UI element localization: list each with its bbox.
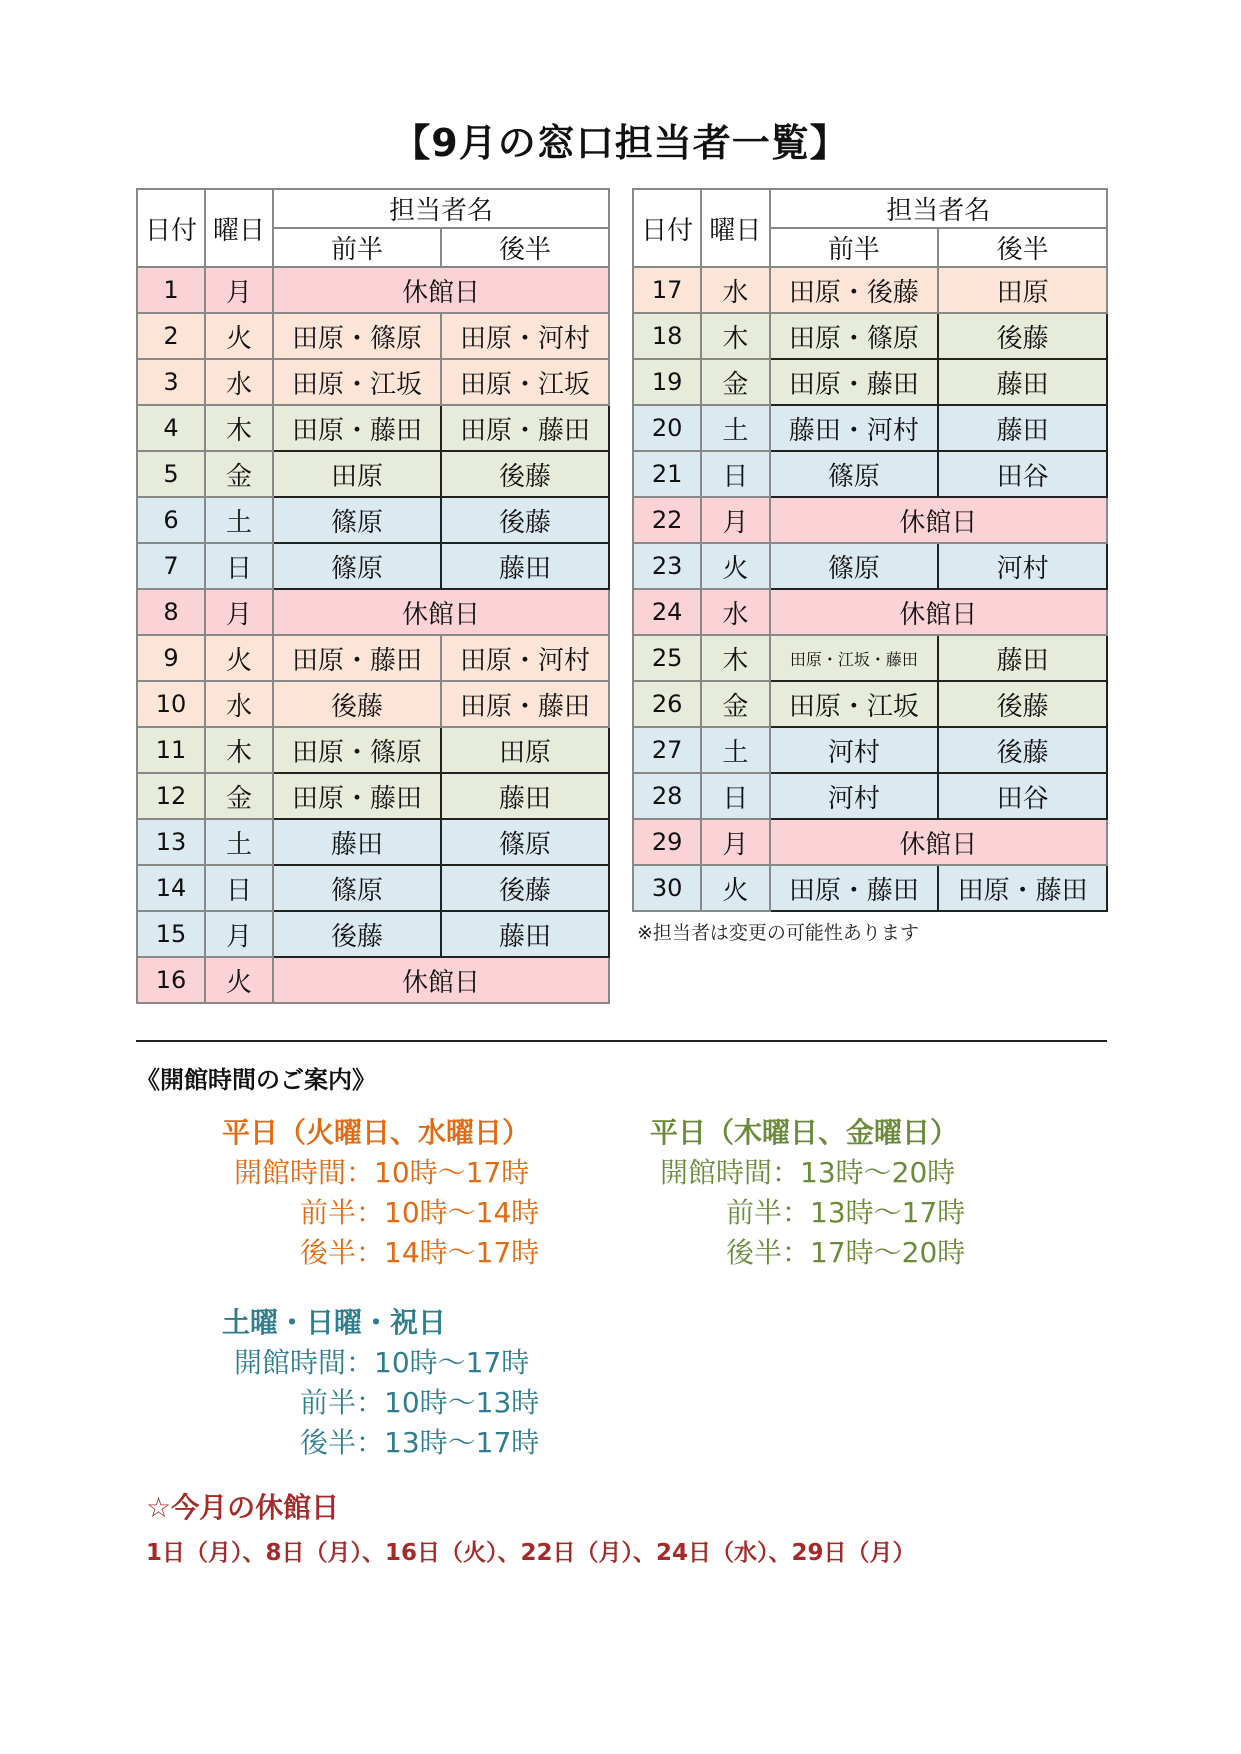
second-half-cell: 藤田	[938, 635, 1107, 681]
weekday-cell: 金	[701, 681, 769, 727]
weekday-cell: 水	[205, 681, 273, 727]
header-staff: 担当者名	[273, 189, 609, 228]
table-row	[137, 773, 609, 819]
weekday-cell: 金	[205, 451, 273, 497]
date-cell: 1	[137, 267, 205, 313]
table-row	[137, 451, 609, 497]
section-divider	[136, 1040, 1107, 1042]
weekday-cell: 火	[205, 635, 273, 681]
table-row	[633, 543, 1107, 589]
opening-hours-title: 《開館時間のご案内》	[136, 1066, 376, 1094]
table-row	[137, 267, 609, 313]
weekday-cell: 金	[205, 773, 273, 819]
date-cell: 4	[137, 405, 205, 451]
weekday-cell: 水	[205, 359, 273, 405]
closed-cell: 休館日	[770, 589, 1107, 635]
header-staff: 担当者名	[770, 189, 1107, 228]
first-half-cell: 田原・篠原	[273, 313, 441, 359]
date-cell: 24	[633, 589, 701, 635]
first-half-cell: 篠原	[770, 451, 939, 497]
closed-cell: 休館日	[770, 819, 1107, 865]
date-cell: 13	[137, 819, 205, 865]
hours-weekend-title: 土曜・日曜・祝日	[222, 1306, 447, 1339]
first-half-cell: 河村	[770, 773, 939, 819]
second-half-cell: 藤田	[938, 359, 1107, 405]
second-half-cell: 後藤	[441, 865, 609, 911]
date-cell: 29	[633, 819, 701, 865]
closed-cell: 休館日	[273, 589, 609, 635]
first-half-cell: 篠原	[273, 865, 441, 911]
first-half-cell: 田原・篠原	[770, 313, 939, 359]
weekday-cell: 月	[701, 819, 769, 865]
hours-tue-wed-open: 開館時間：10時～17時	[234, 1156, 530, 1189]
hours-weekend	[222, 1303, 539, 1463]
weekday-cell: 水	[701, 589, 769, 635]
first-half-cell: 田原・後藤	[770, 267, 939, 313]
hours-weekend-open: 開館時間：10時～17時	[234, 1346, 530, 1379]
weekday-cell: 木	[205, 405, 273, 451]
first-half-cell: 藤田・河村	[770, 405, 939, 451]
first-half-cell: 後藤	[273, 681, 441, 727]
hours-tue-wed-title: 平日（火曜日、水曜日）	[222, 1116, 531, 1149]
second-half-cell: 河村	[938, 543, 1107, 589]
hours-thu-fri	[650, 1113, 965, 1273]
date-cell: 2	[137, 313, 205, 359]
first-half-cell: 篠原	[273, 543, 441, 589]
weekday-cell: 土	[701, 727, 769, 773]
first-half-cell: 田原・藤田	[770, 865, 939, 911]
weekday-cell: 月	[701, 497, 769, 543]
first-half-cell: 田原・藤田	[770, 359, 939, 405]
closed-cell: 休館日	[273, 957, 609, 1003]
weekday-cell: 月	[205, 589, 273, 635]
closed-cell: 休館日	[273, 267, 609, 313]
table-row	[137, 727, 609, 773]
weekday-cell: 火	[701, 865, 769, 911]
second-half-cell: 田原・藤田	[441, 681, 609, 727]
weekday-cell: 日	[205, 543, 273, 589]
weekday-cell: 木	[205, 727, 273, 773]
date-cell: 22	[633, 497, 701, 543]
second-half-cell: 田原・藤田	[938, 865, 1107, 911]
date-cell: 7	[137, 543, 205, 589]
first-half-cell: 田原・藤田	[273, 405, 441, 451]
header-date: 日付	[137, 189, 205, 267]
hours-weekend-second: 後半：13時～17時	[300, 1426, 540, 1459]
second-half-cell: 後藤	[938, 727, 1107, 773]
table-row	[137, 911, 609, 957]
weekday-cell: 金	[701, 359, 769, 405]
schedule-table-right	[632, 188, 1108, 912]
second-half-cell: 藤田	[938, 405, 1107, 451]
hours-thu-fri-title: 平日（木曜日、金曜日）	[650, 1116, 959, 1149]
table-row	[633, 359, 1107, 405]
hours-thu-fri-first: 前半：13時～17時	[726, 1196, 966, 1229]
schedule-table-left	[136, 188, 610, 1004]
second-half-cell: 田原・河村	[441, 635, 609, 681]
second-half-cell: 後藤	[938, 313, 1107, 359]
weekday-cell: 火	[205, 313, 273, 359]
table-row	[633, 589, 1107, 635]
date-cell: 10	[137, 681, 205, 727]
table-row	[137, 681, 609, 727]
first-half-cell: 田原・藤田	[273, 635, 441, 681]
date-cell: 6	[137, 497, 205, 543]
table-row	[137, 543, 609, 589]
date-cell: 30	[633, 865, 701, 911]
second-half-cell: 田谷	[938, 773, 1107, 819]
header-date: 日付	[633, 189, 701, 267]
date-cell: 15	[137, 911, 205, 957]
date-cell: 25	[633, 635, 701, 681]
second-half-cell: 田原	[938, 267, 1107, 313]
hours-thu-fri-second: 後半：17時～20時	[726, 1236, 966, 1269]
date-cell: 23	[633, 543, 701, 589]
table-row	[137, 635, 609, 681]
date-cell: 26	[633, 681, 701, 727]
second-half-cell: 藤田	[441, 911, 609, 957]
weekday-cell: 日	[205, 865, 273, 911]
second-half-cell: 藤田	[441, 773, 609, 819]
weekday-cell: 木	[701, 635, 769, 681]
date-cell: 18	[633, 313, 701, 359]
first-half-cell: 篠原	[770, 543, 939, 589]
date-cell: 16	[137, 957, 205, 1003]
second-half-cell: 藤田	[441, 543, 609, 589]
first-half-cell: 河村	[770, 727, 939, 773]
header-second-half: 後半	[441, 228, 609, 267]
table-row	[137, 589, 609, 635]
date-cell: 5	[137, 451, 205, 497]
weekday-cell: 月	[205, 911, 273, 957]
hours-tue-wed	[222, 1113, 539, 1273]
date-cell: 17	[633, 267, 701, 313]
first-half-cell: 田原	[273, 451, 441, 497]
first-half-cell: 田原・江坂・藤田	[770, 635, 939, 681]
hours-thu-fri-open: 開館時間：13時～20時	[660, 1156, 956, 1189]
table-row	[137, 957, 609, 1003]
weekday-cell: 土	[205, 819, 273, 865]
closed-days-list: 1日（月）、8日（月）、16日（火）、22日（月）、24日（水）、29日（月）	[146, 1540, 916, 1566]
date-cell: 11	[137, 727, 205, 773]
date-cell: 28	[633, 773, 701, 819]
hours-tue-wed-second: 後半：14時～17時	[300, 1236, 540, 1269]
second-half-cell: 篠原	[441, 819, 609, 865]
hours-weekend-first: 前半：10時～13時	[300, 1386, 540, 1419]
table-row	[137, 497, 609, 543]
header-first-half: 前半	[770, 228, 939, 267]
staff-change-note: ※担当者は変更の可能性あります	[637, 922, 919, 944]
first-half-cell: 田原・篠原	[273, 727, 441, 773]
first-half-cell: 田原・藤田	[273, 773, 441, 819]
closed-cell: 休館日	[770, 497, 1107, 543]
second-half-cell: 田原・江坂	[441, 359, 609, 405]
table-row	[633, 727, 1107, 773]
table-row	[633, 865, 1107, 911]
first-half-cell: 篠原	[273, 497, 441, 543]
date-cell: 9	[137, 635, 205, 681]
table-row	[633, 267, 1107, 313]
second-half-cell: 田原・藤田	[441, 405, 609, 451]
header-first-half: 前半	[273, 228, 441, 267]
date-cell: 21	[633, 451, 701, 497]
weekday-cell: 木	[701, 313, 769, 359]
table-row	[633, 313, 1107, 359]
date-cell: 3	[137, 359, 205, 405]
weekday-cell: 火	[701, 543, 769, 589]
first-half-cell: 後藤	[273, 911, 441, 957]
table-row	[633, 497, 1107, 543]
weekday-cell: 水	[701, 267, 769, 313]
header-weekday: 曜日	[205, 189, 273, 267]
date-cell: 20	[633, 405, 701, 451]
first-half-cell: 田原・江坂	[273, 359, 441, 405]
date-cell: 14	[137, 865, 205, 911]
table-row	[137, 313, 609, 359]
second-half-cell: 田原	[441, 727, 609, 773]
date-cell: 12	[137, 773, 205, 819]
table-row	[633, 451, 1107, 497]
header-weekday: 曜日	[701, 189, 769, 267]
table-row	[633, 773, 1107, 819]
second-half-cell: 田谷	[938, 451, 1107, 497]
first-half-cell: 藤田	[273, 819, 441, 865]
second-half-cell: 後藤	[938, 681, 1107, 727]
table-row	[633, 819, 1107, 865]
weekday-cell: 土	[701, 405, 769, 451]
weekday-cell: 日	[701, 773, 769, 819]
weekday-cell: 日	[701, 451, 769, 497]
table-row	[633, 681, 1107, 727]
table-row	[633, 635, 1107, 681]
closed-days-title: ☆今月の休館日	[146, 1491, 340, 1524]
page-title: 【9月の窓口担当者一覧】	[392, 121, 849, 165]
table-row	[137, 405, 609, 451]
second-half-cell: 後藤	[441, 497, 609, 543]
weekday-cell: 火	[205, 957, 273, 1003]
header-second-half: 後半	[938, 228, 1107, 267]
date-cell: 19	[633, 359, 701, 405]
weekday-cell: 土	[205, 497, 273, 543]
second-half-cell: 田原・河村	[441, 313, 609, 359]
table-row	[633, 405, 1107, 451]
date-cell: 27	[633, 727, 701, 773]
weekday-cell: 月	[205, 267, 273, 313]
second-half-cell: 後藤	[441, 451, 609, 497]
table-row	[137, 819, 609, 865]
table-row	[137, 359, 609, 405]
date-cell: 8	[137, 589, 205, 635]
table-row	[137, 865, 609, 911]
hours-tue-wed-first: 前半：10時～14時	[300, 1196, 540, 1229]
first-half-cell: 田原・江坂	[770, 681, 939, 727]
